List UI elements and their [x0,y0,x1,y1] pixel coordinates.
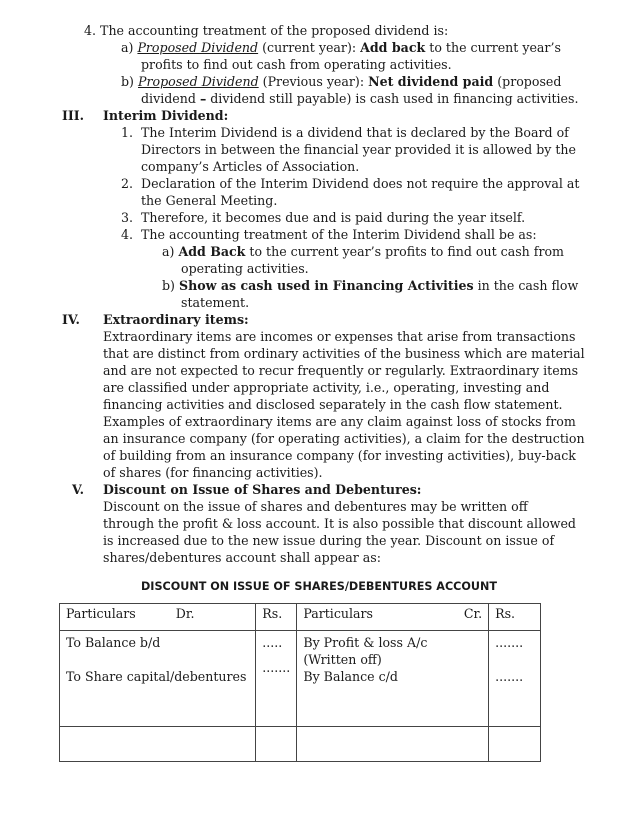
debit-amount-2: ....... [262,660,291,675]
account-table [59,603,541,762]
sec3-item-1-line1: The Interim Dividend is a dividend that is declared by the Board of [141,125,569,140]
sec3-item-2-line2: the General Meeting. [141,193,278,208]
sec3-item-4-num: 4. [121,227,134,242]
sec5-line-2: through the profit & loss account. It is also possible that discount allowed [103,516,576,531]
header-cr: Cr. [463,606,483,621]
total-cell-1 [60,727,256,762]
s4-b-post: (proposed [493,74,562,89]
sec3-sub-a-line2: operating activities. [181,261,309,276]
credit-amounts [489,631,541,727]
debit-entry-share-capital: To Share capital/debentures [66,669,247,684]
sec3-item-3-num: 3. [121,210,134,225]
sec3-item-3-line1: Therefore, it becomes due and is paid during the year itself. [141,210,526,225]
sec3-sub-b-marker: b) [162,278,175,293]
sec3-sub-b [162,277,578,294]
credit-entries [297,631,489,727]
header-particulars-cr [297,604,489,631]
sec4-line-1: Extraordinary items are incomes or expenses that arise from transactions [103,329,576,344]
sec3-item-1-line2: Directors in between the financial year provided it is allowed by the [141,142,576,157]
sec5-numeral: V. [72,482,84,497]
s4-b-pre: (Previous year): [258,74,369,89]
sec4-line-7: an insurance company (for operating activities), a claim for the destruction [103,431,585,446]
debit-amount-1: ..... [262,635,283,650]
s4-a-bold: Add back [360,40,426,55]
total-cell-4 [489,727,541,762]
account-header-row [60,604,541,631]
s4-text: The accounting treatment of the proposed dividend is: [100,23,449,38]
sec4-line-8: of building from an insurance company (for investing activities), buy-back [103,448,576,463]
sec3-item-1-num: 1. [121,125,134,140]
s4-a-marker: a) [121,40,134,55]
s4-a-term: Proposed Dividend [137,40,259,55]
sec3-item-1-line3: company’s Articles of Association. [141,159,360,174]
sec4-line-9: of shares (for financing activities). [103,465,323,480]
credit-entry-balance: By Balance c/d [303,669,398,684]
sec3-item-4-line1: The accounting treatment of the Interim Dividend shall be as: [141,227,537,242]
sec5-heading: Discount on Issue of Shares and Debentures: [103,482,422,497]
debit-entry-balance: To Balance b/d [66,635,161,650]
credit-entry-written-off: (Written off) [303,652,382,667]
header-particulars-right: Particulars [303,606,374,621]
total-cell-3 [297,727,489,762]
credit-entry-profit-loss: By Profit & loss A/c [303,635,428,650]
sec3-sub-a [162,243,564,260]
sec3-heading: Interim Dividend: [103,108,229,123]
header-rs-right: Rs. [489,604,541,631]
s4-a-pre: (current year): [258,40,361,55]
credit-amount-1: ....... [495,635,524,650]
sec4-line-2: that are distinct from ordinary activities of the business which are material [103,346,585,361]
sec3-sub-a-bold: Add Back [178,244,246,259]
header-particulars-dr [60,604,256,631]
account-total-row [60,727,541,762]
s4-a-post: to the current year’s [425,40,561,55]
s4-b-line2-dash: – [199,91,207,106]
s4-b-term: Proposed Dividend [138,74,259,89]
sec4-heading: Extraordinary items: [103,312,249,327]
sec4-line-3: and are not expected to recur frequently or regularly. Extraordinary items [103,363,579,378]
sec5-line-3: is increased due to the new issue during the year. Discount on issue of [103,533,555,548]
sec3-sub-a-marker: a) [162,244,175,259]
sec3-sub-a-post: to the current year’s profits to find out cash from [245,244,564,259]
sec3-item-2-num: 2. [121,176,134,191]
sec3-sub-b-post: in the cash flow [473,278,579,293]
header-particulars-left: Particulars [66,606,136,621]
sec3-numeral: III. [62,108,85,123]
s4-b-bold: Net dividend paid [368,74,494,89]
header-dr: Dr. [175,606,195,621]
sec4-line-5: financing activities and disclosed separately in the cash flow statement. [103,397,563,412]
sec5-line-4: shares/debentures account shall appear as: [103,550,381,565]
sec4-line-6: Examples of extraordinary items are any claim against loss of stocks from [103,414,576,429]
s4-a-line2: profits to find out cash from operating activities. [141,57,452,72]
sec4-numeral: IV. [62,312,80,327]
s4-b-line2-post: dividend still payable) is cash used in financing activities. [206,91,579,106]
debit-amounts [256,631,297,727]
sec3-sub-b-line2: statement. [181,295,250,310]
sec5-line-1: Discount on the issue of shares and debentures may be written off [103,499,528,514]
header-rs-left: Rs. [256,604,297,631]
s4-b-line2 [141,90,578,107]
total-cell-2 [256,727,297,762]
s4-b-marker: b) [121,74,134,89]
account-body-row [60,631,541,727]
s4-number: 4. [84,23,97,38]
sec4-line-4: are classified under appropriate activity, i.e., operating, investing and [103,380,550,395]
debit-entries [60,631,256,727]
s4-item-a [121,39,561,56]
account-title: DISCOUNT ON ISSUE OF SHARES/DEBENTURES ACCOUNT [141,580,497,593]
credit-amount-2: ....... [495,669,524,684]
sec3-sub-b-bold: Show as cash used in Financing Activities [179,278,474,293]
sec3-item-2-line1: Declaration of the Interim Dividend does not require the approval at [141,176,580,191]
s4-item-b [121,73,561,90]
s4-heading [84,22,448,39]
s4-b-line2-pre: dividend [141,91,200,106]
